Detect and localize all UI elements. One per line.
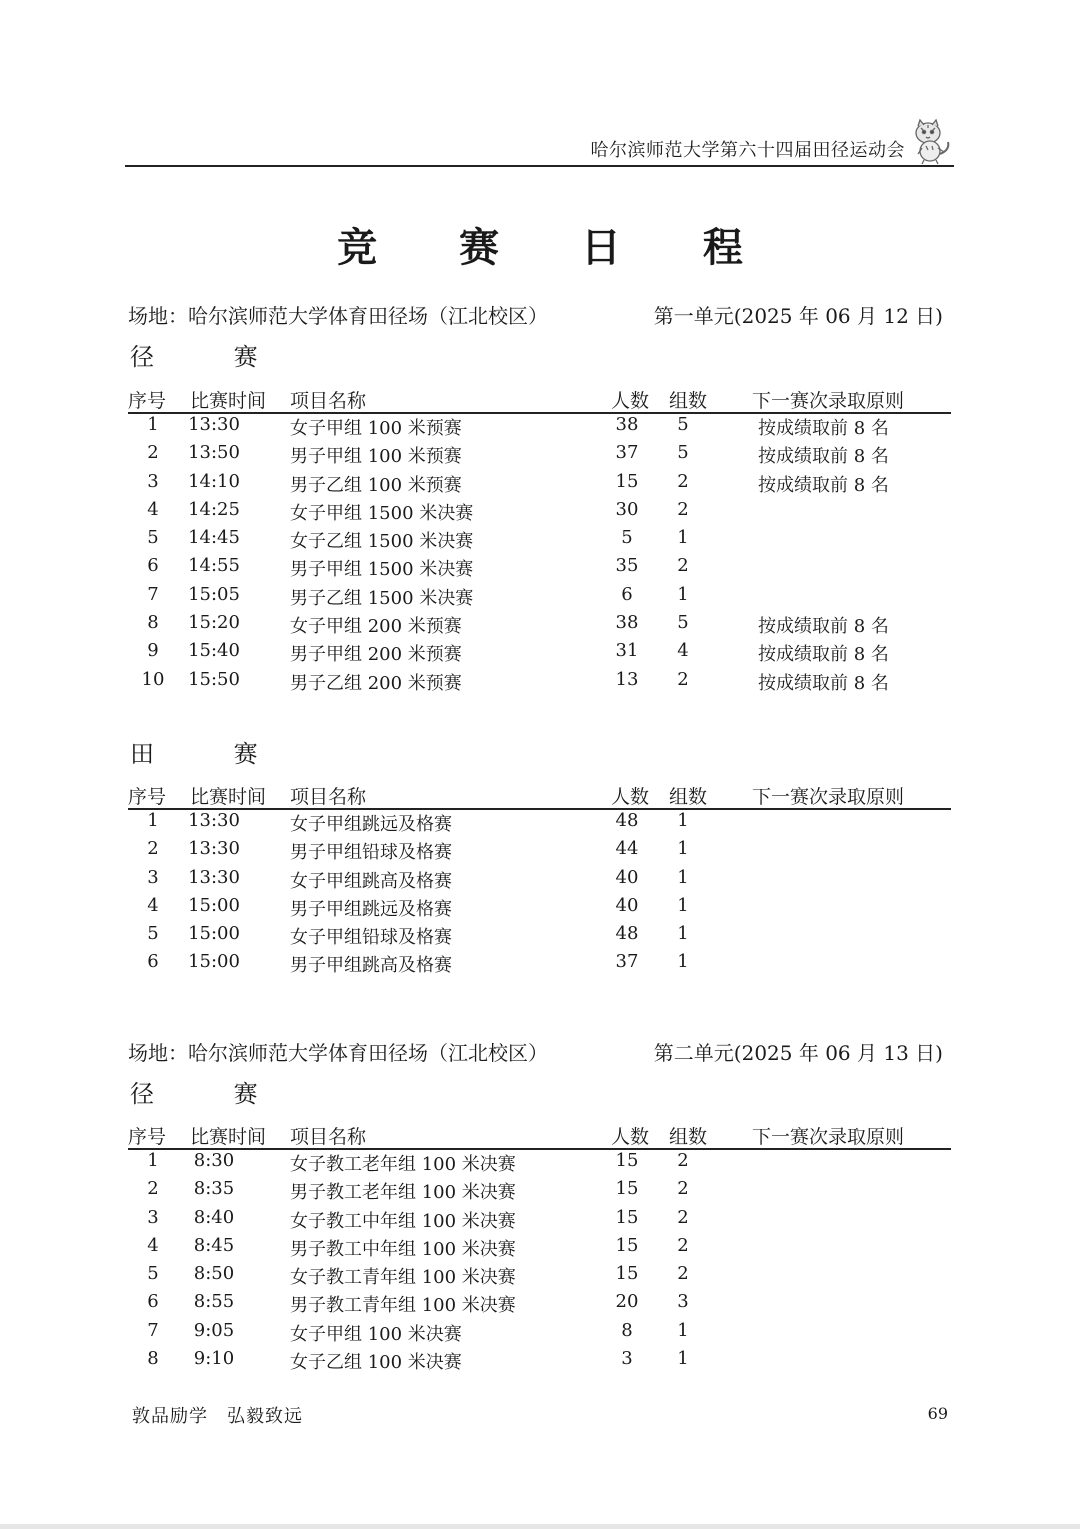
cell-no: 2: [147, 838, 159, 860]
cell-time: 9:05: [193, 1319, 235, 1341]
column-header-rule: 下一赛次录取原则: [752, 1126, 905, 1148]
page-number: 69: [927, 1404, 948, 1423]
table-row: [128, 1235, 951, 1263]
cell-time: 14:10: [188, 470, 240, 492]
cell-no: 4: [147, 1234, 159, 1256]
cell-groups: 5: [677, 612, 689, 634]
cell-time: 13:30: [188, 810, 240, 831]
column-header-people: 人数: [611, 390, 650, 412]
cell-groups: 2: [677, 498, 689, 520]
table-row: [128, 471, 951, 499]
cell-groups: 1: [677, 1319, 689, 1341]
cell-no: 8: [147, 1348, 159, 1370]
unit-date: 第二单元(2025 年 06 月 13 日): [653, 1040, 943, 1065]
table-header: [128, 386, 951, 414]
cell-no: 1: [147, 810, 159, 831]
cell-people: 35: [615, 555, 639, 577]
cell-no: 2: [147, 442, 159, 464]
cell-groups: 1: [677, 1348, 689, 1370]
footer-motto: 敦品励学 弘毅致远: [132, 1406, 303, 1427]
cell-no: 6: [147, 951, 159, 973]
cell-groups: 2: [677, 1150, 689, 1171]
cell-groups: 1: [677, 923, 689, 945]
table-row: [128, 612, 951, 640]
cell-rule: 按成绩取前 8 名: [758, 672, 889, 694]
column-header-no: 序号: [128, 1126, 167, 1148]
table-header: [128, 1122, 951, 1150]
schedule-table: [128, 782, 951, 980]
column-header-time: 比赛时间: [190, 786, 267, 808]
column-header-people: 人数: [611, 1126, 650, 1148]
cell-event: 男子甲组跳远及格赛: [290, 898, 452, 920]
cell-time: 15:00: [188, 894, 240, 916]
cell-time: 15:00: [188, 951, 240, 973]
cell-event: 女子乙组 1500 米决赛: [290, 531, 474, 553]
cell-no: 5: [147, 1263, 159, 1285]
cell-time: 14:45: [188, 527, 240, 549]
cell-time: 14:55: [188, 555, 240, 577]
column-header-groups: 组数: [669, 786, 708, 808]
cell-rule: 按成绩取前 8 名: [758, 418, 889, 439]
cell-groups: 1: [677, 951, 689, 973]
cell-no: 6: [147, 1291, 159, 1313]
venue-text: 场地：哈尔滨师范大学体育田径场（江北校区）: [128, 303, 548, 328]
cell-event: 女子教工中年组 100 米决赛: [290, 1210, 516, 1232]
cell-no: 9: [147, 640, 159, 662]
cell-no: 7: [147, 583, 159, 605]
table-row: [128, 555, 951, 583]
column-header-rule: 下一赛次录取原则: [752, 786, 905, 808]
cell-event: 男子教工老年组 100 米决赛: [290, 1182, 516, 1204]
cell-event: 女子甲组 200 米预赛: [290, 616, 462, 638]
table-row: [128, 1150, 951, 1178]
table-row: [128, 1291, 951, 1319]
cell-event: 女子甲组 100 米决赛: [290, 1323, 462, 1345]
cell-no: 3: [147, 1206, 159, 1228]
cell-people: 38: [615, 612, 639, 634]
cell-event: 男子甲组跳高及格赛: [290, 955, 452, 977]
cell-no: 2: [147, 1178, 159, 1200]
table-row: [128, 810, 951, 838]
cell-people: 15: [615, 470, 639, 492]
cell-event: 男子乙组 200 米预赛: [290, 672, 462, 694]
cell-event: 男子甲组 100 米预赛: [290, 446, 462, 468]
cell-no: 5: [147, 527, 159, 549]
cell-people: 5: [621, 527, 633, 549]
table-row: [128, 895, 951, 923]
cell-people: 37: [615, 442, 639, 464]
cell-event: 男子甲组 1500 米决赛: [290, 559, 474, 581]
cell-rule: 按成绩取前 8 名: [758, 474, 889, 496]
table-row: [128, 1207, 951, 1235]
page-title: 竞 赛 日 程: [337, 224, 777, 271]
cell-time: 8:40: [193, 1206, 235, 1228]
column-header-groups: 组数: [669, 1126, 708, 1148]
column-header-groups: 组数: [669, 390, 708, 412]
cell-people: 6: [621, 583, 633, 605]
table-row: [128, 640, 951, 668]
cell-time: 8:45: [193, 1234, 235, 1256]
schedule-table: [128, 386, 951, 697]
cell-groups: 1: [677, 527, 689, 549]
table-row: [128, 499, 951, 527]
cell-people: 8: [621, 1319, 633, 1341]
cell-people: 40: [615, 894, 639, 916]
cell-groups: 1: [677, 894, 689, 916]
table-row: [128, 527, 951, 555]
cell-no: 8: [147, 612, 159, 634]
cell-no: 1: [147, 1150, 159, 1171]
cell-time: 15:40: [188, 640, 240, 662]
cell-people: 15: [615, 1206, 639, 1228]
unit1-venue-row: [128, 299, 943, 329]
column-header-no: 序号: [128, 390, 167, 412]
column-header-time: 比赛时间: [190, 390, 267, 412]
schedule-table: [128, 1122, 951, 1376]
cell-people: 30: [615, 498, 639, 520]
table-row: [128, 923, 951, 951]
table-row: [128, 584, 951, 612]
table-row: [128, 838, 951, 866]
cell-no: 6: [147, 555, 159, 577]
unit2-venue-row: [128, 1036, 943, 1066]
running-header-title: 哈尔滨师范大学第六十四届田径运动会: [590, 140, 905, 161]
cell-people: 15: [615, 1150, 639, 1171]
cell-people: 15: [615, 1178, 639, 1200]
cell-event: 男子教工中年组 100 米决赛: [290, 1238, 516, 1260]
cell-people: 13: [615, 668, 639, 690]
table-row: [128, 867, 951, 895]
table-row: [128, 1178, 951, 1206]
cell-time: 15:50: [188, 668, 240, 690]
cell-time: 9:10: [193, 1348, 235, 1370]
table-row: [128, 951, 951, 979]
page-bottom-edge: [0, 1524, 1080, 1529]
cell-time: 13:30: [188, 414, 240, 435]
cell-no: 4: [147, 894, 159, 916]
table-row: [128, 1348, 951, 1376]
cell-groups: 5: [677, 414, 689, 435]
cell-event: 女子甲组跳高及格赛: [290, 870, 452, 892]
cell-no: 4: [147, 498, 159, 520]
section-label-track: 径 赛: [130, 343, 294, 371]
cell-event: 男子教工青年组 100 米决赛: [290, 1295, 516, 1317]
cell-event: 男子乙组 1500 米决赛: [290, 587, 474, 609]
tiger-mascot-icon: [906, 116, 956, 166]
cell-event: 女子甲组 1500 米决赛: [290, 502, 474, 524]
table-row: [128, 414, 951, 442]
cell-groups: 1: [677, 838, 689, 860]
cell-no: 10: [141, 668, 165, 690]
unit-date: 第一单元(2025 年 06 月 12 日): [653, 303, 943, 328]
cell-people: 38: [615, 414, 639, 435]
cell-event: 女子乙组 100 米决赛: [290, 1352, 462, 1374]
column-header-rule: 下一赛次录取原则: [752, 390, 905, 412]
column-header-event: 项目名称: [290, 1126, 367, 1148]
cell-people: 40: [615, 866, 639, 888]
cell-people: 15: [615, 1263, 639, 1285]
cell-rule: 按成绩取前 8 名: [758, 616, 889, 638]
cell-time: 13:50: [188, 442, 240, 464]
cell-people: 44: [615, 838, 639, 860]
cell-people: 48: [615, 923, 639, 945]
cell-rule: 按成绩取前 8 名: [758, 644, 889, 666]
cell-no: 3: [147, 866, 159, 888]
cell-people: 31: [615, 640, 639, 662]
cell-groups: 5: [677, 442, 689, 464]
table-row: [128, 1263, 951, 1291]
cell-groups: 1: [677, 583, 689, 605]
cell-event: 男子乙组 100 米预赛: [290, 474, 462, 496]
column-header-no: 序号: [128, 786, 167, 808]
column-header-time: 比赛时间: [190, 1126, 267, 1148]
cell-no: 5: [147, 923, 159, 945]
cell-time: 8:30: [193, 1150, 235, 1171]
cell-event: 男子甲组铅球及格赛: [290, 842, 452, 864]
cell-people: 15: [615, 1234, 639, 1256]
cell-groups: 1: [677, 866, 689, 888]
column-header-people: 人数: [611, 786, 650, 808]
cell-event: 女子甲组 100 米预赛: [290, 418, 462, 439]
cell-groups: 2: [677, 1263, 689, 1285]
cell-people: 20: [615, 1291, 639, 1313]
cell-groups: 2: [677, 470, 689, 492]
cell-time: 13:30: [188, 838, 240, 860]
cell-groups: 2: [677, 668, 689, 690]
cell-time: 8:50: [193, 1263, 235, 1285]
section-label-track: 径 赛: [130, 1080, 294, 1108]
cell-event: 女子甲组跳远及格赛: [290, 814, 452, 835]
table-row: [128, 442, 951, 470]
cell-event: 女子教工青年组 100 米决赛: [290, 1267, 516, 1289]
cell-people: 48: [615, 810, 639, 831]
cell-people: 37: [615, 951, 639, 973]
cell-groups: 2: [677, 1178, 689, 1200]
table-row: [128, 1320, 951, 1348]
cell-groups: 2: [677, 1206, 689, 1228]
cell-time: 15:20: [188, 612, 240, 634]
cell-time: 15:05: [188, 583, 240, 605]
column-header-event: 项目名称: [290, 390, 367, 412]
cell-time: 8:35: [193, 1178, 235, 1200]
header-rule: [125, 165, 954, 167]
cell-time: 8:55: [193, 1291, 235, 1313]
section-label-field: 田 赛: [130, 740, 294, 768]
cell-groups: 2: [677, 555, 689, 577]
table-row: [128, 669, 951, 697]
cell-time: 14:25: [188, 498, 240, 520]
cell-event: 女子甲组铅球及格赛: [290, 927, 452, 949]
cell-groups: 4: [677, 640, 689, 662]
cell-groups: 1: [677, 810, 689, 831]
cell-no: 7: [147, 1319, 159, 1341]
cell-time: 13:30: [188, 866, 240, 888]
cell-time: 15:00: [188, 923, 240, 945]
cell-no: 3: [147, 470, 159, 492]
cell-rule: 按成绩取前 8 名: [758, 446, 889, 468]
cell-groups: 3: [677, 1291, 689, 1313]
column-header-event: 项目名称: [290, 786, 367, 808]
cell-no: 1: [147, 414, 159, 435]
cell-groups: 2: [677, 1234, 689, 1256]
cell-event: 女子教工老年组 100 米决赛: [290, 1154, 516, 1175]
venue-text: 场地：哈尔滨师范大学体育田径场（江北校区）: [128, 1040, 548, 1065]
table-header: [128, 782, 951, 810]
cell-people: 3: [621, 1348, 633, 1370]
cell-event: 男子甲组 200 米预赛: [290, 644, 462, 666]
